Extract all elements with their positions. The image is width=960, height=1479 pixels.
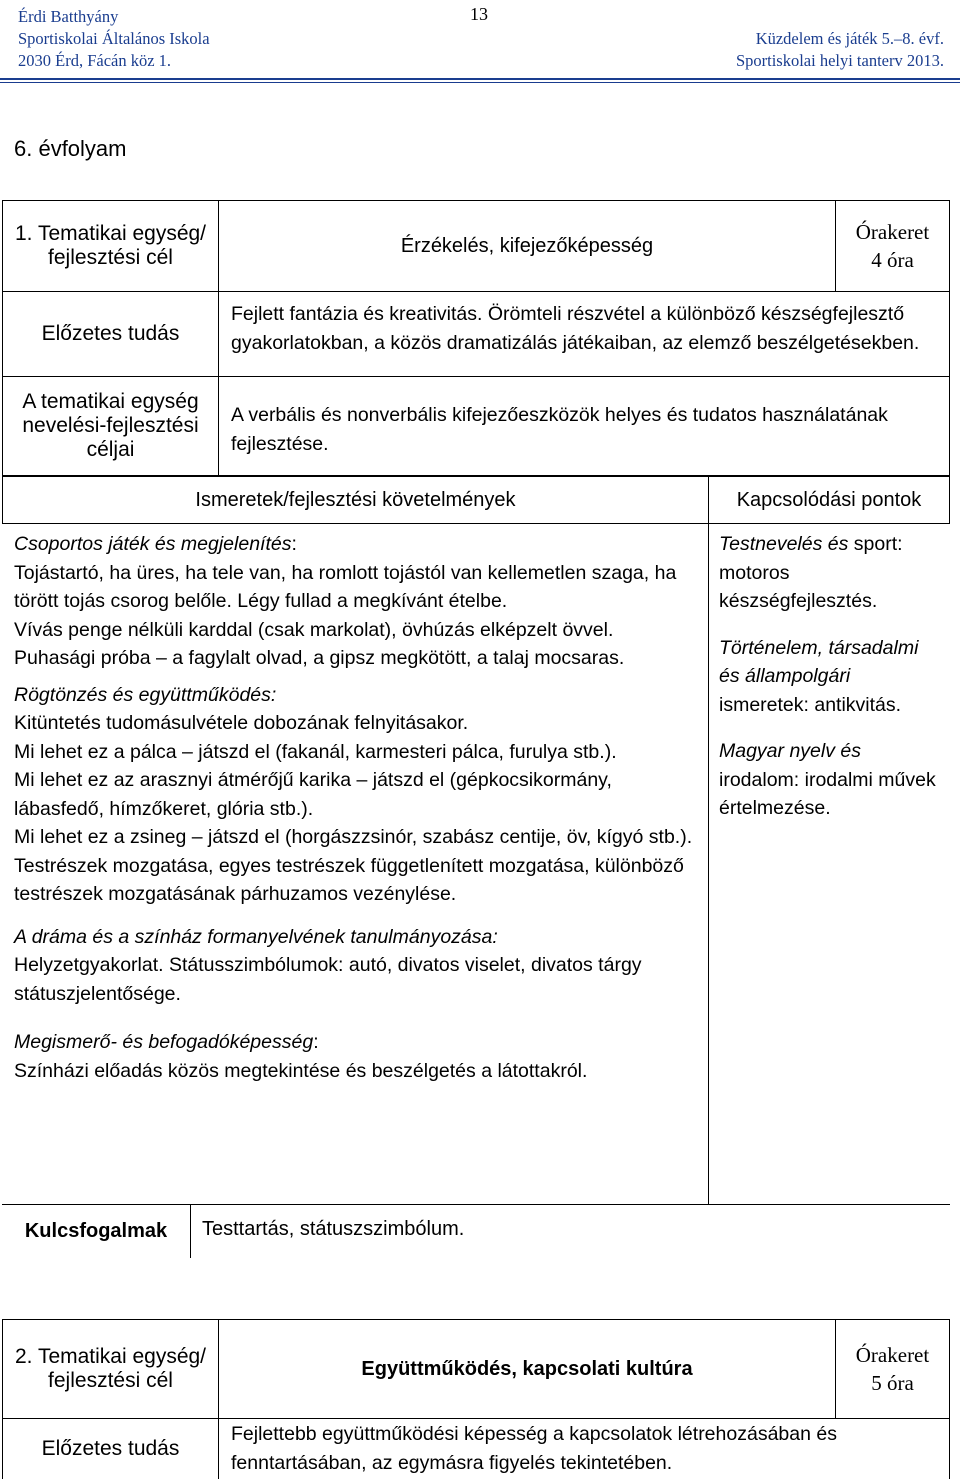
unit2-label-cell [2, 1319, 219, 1419]
unit2-prior-label-cell [2, 1418, 219, 1479]
requirement-line: Puhasági próba – a fagylalt olvad, a gipsz megkötött, a talaj mocsaras. [14, 647, 625, 669]
req-header: Ismeretek/fejlesztési követelmények [195, 488, 516, 511]
key-concepts-label-cell [2, 1204, 191, 1258]
school-info [18, 6, 210, 72]
unit2-title: Együttműködés, kapcsolati kultúra [361, 1357, 693, 1380]
page-number: 13 [470, 4, 488, 24]
links-header-cell [708, 476, 950, 524]
requirement-line: Tojástartó, ha üres, ha tele van, ha romlott tojástól van kellemetlen szaga, ha törött tojás csorog belőle. Légy fullad a megkívánt ételbe. [14, 561, 677, 612]
requirements-cell [2, 523, 709, 1205]
unit1-title-cell [218, 200, 836, 292]
header-rule-thick [0, 78, 960, 80]
key-concepts-text-cell [190, 1204, 950, 1258]
links-cell [708, 523, 950, 1205]
unit1-goals-text-cell [218, 376, 950, 476]
subject-title: Küzdelem és játék 5.–8. évf. [755, 29, 944, 48]
unit1-prior-text: Fejlett fantázia és kreativitás. Örömteli részvétel a különböző készségfejlesztő gyakorlatokban, a közös dramatizálás játékaiban, az elemző beszélgetésekben. [231, 303, 920, 354]
curriculum-title: Sportiskolai helyi tanterv 2013. [735, 51, 944, 70]
unit2-hours-value: 5 óra [871, 1371, 914, 1395]
requirement-line: Mi lehet ez a zsineg – játszd el (horgászzsinór, szabász centije, öv, kígyó stb.). [14, 826, 693, 848]
subject-info [736, 28, 944, 72]
requirement-line: Helyzetgyakorlat. Státusszimbólumok: autó, divatos viselet, divatos tárgy státuszjelentősége. [14, 954, 642, 1005]
links-header: Kapcsolódási pontok [736, 488, 922, 511]
unit1-prior-label: Előzetes tudás [41, 322, 180, 345]
unit1-prior-label-cell [2, 291, 219, 377]
school-name-line2: Sportiskolai Általános Iskola [18, 29, 210, 48]
unit2-title-cell [218, 1319, 836, 1419]
unit1-hours-cell [835, 200, 950, 292]
key-concepts-label: Kulcsfogalmak [24, 1220, 168, 1242]
unit2-hours-cell [835, 1319, 950, 1419]
req-header-cell [2, 476, 709, 524]
unit1-hours-value: 4 óra [871, 248, 914, 272]
section-reception: Megismerő- és befogadóképesség: [14, 1031, 319, 1053]
school-address: 2030 Érd, Fácán köz 1. [18, 51, 172, 70]
section-drama-title: A dráma és a színház formanyelvének tanulmányozása: [14, 925, 498, 948]
school-name-line1: Érdi Batthyány [18, 7, 119, 26]
unit1-goals-label-cell [2, 376, 219, 476]
unit1-label: 1. Tematikai egység/ fejlesztési cél [14, 222, 207, 269]
section-group-play: Csoportos játék és megjelenítés: [14, 533, 297, 555]
link-pe: Testnevelés és sport: motoros készségfejlesztés. [719, 533, 903, 612]
unit1-title: Érzékelés, kifejezőképesség [400, 234, 654, 257]
key-concepts-text: Testtartás, státuszszimbólum. [202, 1218, 465, 1240]
unit2-prior-label: Előzetes tudás [41, 1437, 180, 1460]
header-rule-thin [0, 82, 960, 83]
unit2-prior-text-cell [218, 1418, 950, 1479]
unit2-prior-text: Fejlettebb együttműködési képesség a kapcsolatok létrehozásában és fenntartásában, az egymásra figyelés tekintetében. [231, 1423, 837, 1474]
unit1-goals-label: A tematikai egység nevelési-fejlesztési céljai [22, 390, 199, 461]
unit1-goals-text: A verbális és nonverbális kifejezőeszközök helyes és tudatos használatának fejlesztése. [231, 404, 888, 455]
requirement-line: Színházi előadás közös megtekintése és beszélgetés a látottakról. [14, 1059, 588, 1082]
page-header [0, 0, 960, 80]
section-improvisation-title: Rögtönzés és együttműködés: [14, 683, 277, 706]
unit1-label-cell [2, 200, 219, 292]
requirement-line: Kitüntetés tudomásulvétele dobozának felnyitásakor. [14, 712, 469, 734]
section-reception-title: Megismerő- és befogadóképesség [14, 1031, 314, 1053]
requirement-line: Vívás penge nélküli karddal (csak markolat), övhúzás elképzelt övvel. [14, 618, 614, 641]
requirement-line: Testrészek mozgatása, egyes testrészek függetlenített mozgatása, különböző testrészek mozgatásának párhuzamos vezénylése. [14, 854, 684, 905]
unit1-hours-label: Órakeret [855, 220, 930, 244]
unit2-label: 2. Tematikai egység/ fejlesztési cél [14, 1345, 207, 1392]
unit2-hours-label: Órakeret [855, 1343, 930, 1367]
link-history: Történelem, társadalmi és állampolgári ismeretek: antikvitás. [719, 636, 919, 716]
unit1-prior-text-cell [218, 291, 950, 377]
grade-heading: 6. évfolyam [14, 136, 127, 161]
requirement-line: Mi lehet ez a pálca – játszd el (fakanál, karmesteri pálca, furulya stb.). [14, 740, 617, 763]
section-group-play-title: Csoportos játék és megjelenítés [14, 533, 292, 555]
link-literature: Magyar nyelv és irodalom: irodalmi művek értelmezése. [719, 740, 936, 819]
requirement-line: Mi lehet ez az arasznyi átmérőjű karika – játszd el (gépkocsikormány, lábasfedő, hímzőkeret, glória stb.). [14, 769, 612, 820]
